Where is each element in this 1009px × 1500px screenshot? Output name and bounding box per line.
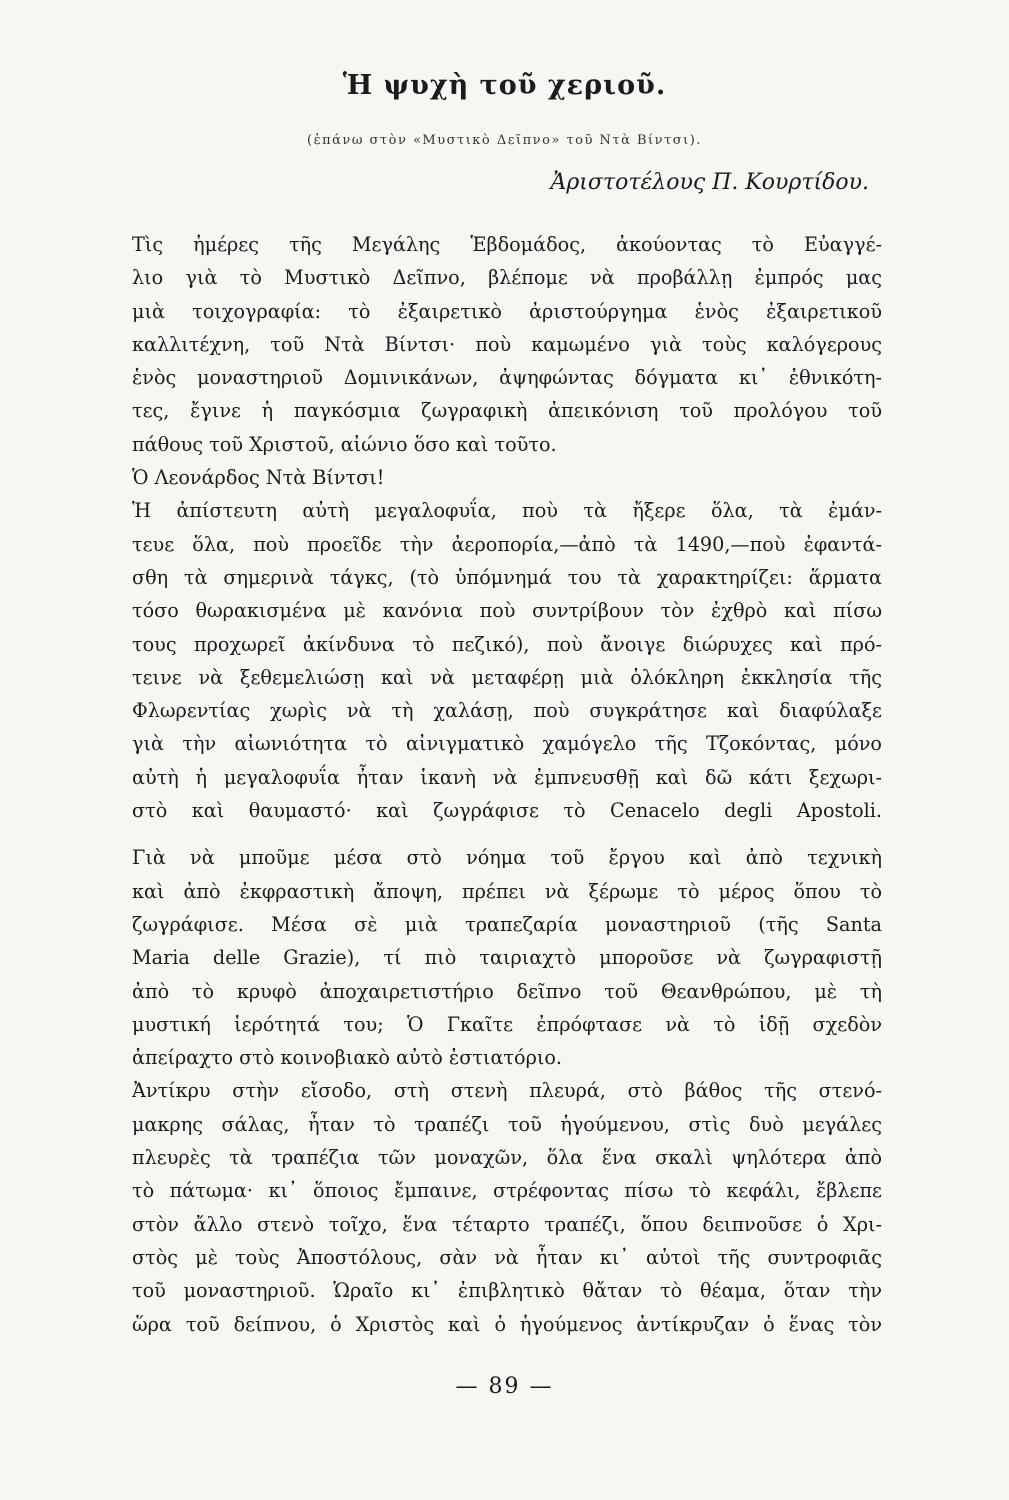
text-line: ἑνὸς μοναστηριοῦ Δομινικάνων, ἀψηφώντας δόγματα κι᾽ ἐθνικότη- (132, 366, 882, 390)
text-line: τεινε νὰ ξεθεμελιώσῃ καὶ νὰ μεταφέρῃ μιὰ ὁλόκληρη ἐκκλησία τῆς (132, 665, 882, 689)
text-line: μιὰ τοιχογραφία: τὸ ἐξαιρετικὸ ἀριστούργημα ἑνὸς ἐξαιρετικοῦ (132, 299, 882, 323)
text-line: Τὶς ἡμέρες τῆς Μεγάλης Ἑβδομάδος, ἀκούοντας τὸ Εὐαγγέ- (132, 233, 882, 256)
article-author: Ἀριστοτέλους Π. Κουρτίδου. (550, 170, 869, 195)
text-line: στὸ καὶ θαυμαστό· καὶ ζωγράφισε τὸ Cenacelo degli Apostoli. (132, 799, 882, 823)
text-line: τόσο θωρακισμένα μὲ κανόνια ποὺ συντρίβουν τὸν ἐχθρὸ καὶ πίσω (132, 599, 882, 623)
text-line: γιὰ τὴν αἰωνιότητα τὸ αἰνιγματικὸ χαμόγελο τῆς Τζοκόντας, μόνο (132, 732, 882, 756)
article-title: Ἡ ψυχὴ τοῦ χεριοῦ. (342, 70, 667, 101)
text-line: μυστική ἱερότητά του; Ὁ Γκαῖτε ἐπρόφτασε νὰ τὸ ἰδῇ σχεδὸν (132, 1012, 882, 1036)
text-line: Γιὰ νὰ μποῦμε μέσα στὸ νόημα τοῦ ἔργου καὶ ἀπὸ τεχνικὴ (132, 846, 882, 870)
text-line: λιο γιὰ τὸ Μυστικὸ Δεῖπνο, βλέπομε νὰ προβάλλῃ ἐμπρός μας (132, 266, 882, 290)
article-body (132, 228, 882, 1341)
text-line: στὸς μὲ τοὺς Ἀποστόλους, σὰν νὰ ἦταν κι᾽ αὐτοὶ τῆς συντροφιᾶς (132, 1245, 882, 1269)
text-line: Φλωρεντίας χωρὶς νὰ τὴ χαλάσῃ, ποὺ συγκράτησε καὶ διαφύλαξε (132, 699, 882, 723)
text-line: τες, ἔγινε ἡ παγκόσμια ζωγραφικὴ ἀπεικόνιση τοῦ προλόγου τοῦ (132, 399, 882, 423)
text-line: τὸ πάτωμα· κι᾽ ὅποιος ἔμπαινε, στρέφοντας πίσω τὸ κεφάλι, ἔβλεπε (132, 1179, 882, 1203)
text-line: ἀπὸ τὸ κρυφὸ ἀποχαιρετιστήριο δεῖπνο τοῦ Θεανθρώπου, μὲ τὴ (132, 979, 882, 1003)
text-line: ὥρα τοῦ δείπνου, ὁ Χριστὸς καὶ ὁ ἡγούμενος ἀντίκρυζαν ὁ ἕνας τὸν (132, 1312, 882, 1336)
text-line: πάθους τοῦ Χριστοῦ, αἰώνιο ὅσο καὶ τοῦτο. (132, 432, 557, 456)
text-line: στὸν ἄλλο στενὸ τοῖχο, ἕνα τέταρτο τραπέζι, ὅπου δειπνοῦσε ὁ Χρι- (132, 1212, 882, 1236)
text-line: Ἡ ἀπίστευτη αὐτὴ μεγαλοφυΐα, ποὺ τὰ ἤξερε ὅλα, τὰ ἐμάν- (132, 499, 882, 523)
text-line: Maria delle Grazie), τί πιὸ ταιριαχτὸ μποροῦσε νὰ ζωγραφιστῇ (132, 946, 882, 970)
text-line: αὐτὴ ἡ μεγαλοφυΐα ἦταν ἱκανὴ νὰ ἐμπνευσθῇ καὶ δῶ κάτι ξεχωρι- (132, 765, 882, 789)
text-line: Ἀντίκρυ στὴν εἴσοδο, στὴ στενὴ πλευρά, στὸ βάθος τῆς στενό- (132, 1079, 882, 1103)
text-line: τοῦ μοναστηριοῦ. Ὡραῖο κι᾽ ἐπιβλητικὸ θἄταν τὸ θέαμα, ὅταν τὴν (132, 1279, 882, 1303)
text-line: καλλιτέχνη, τοῦ Ντὰ Βίντσι· ποὺ καμωμένο γιὰ τοὺς καλόγερους (132, 332, 882, 356)
text-line: τευε ὅλα, ποὺ προεῖδε τὴν ἀεροπορία,—ἀπὸ τὰ 1490,—ποὺ ἐφαντά- (132, 532, 882, 556)
text-line: ἀπείραχτο στὸ κοινοβιακὸ αὐτὸ ἑστιατόριο. (132, 1046, 563, 1070)
text-line: Ὁ Λεονάρδος Ντὰ Βίντσι! (132, 466, 385, 490)
text-line: μακρης σάλας, ἦταν τὸ τραπέζι τοῦ ἡγούμενου, στὶς δυὸ μεγάλες (132, 1112, 882, 1136)
article-subtitle: (ἐπάνω στὸν «Μυστικὸ Δεῖπνο» τοῦ Ντὰ Βίντσι). (307, 133, 702, 148)
text-line: σθη τὰ σημερινὰ τάγκς, (τὸ ὑπόμνημά του τὰ χαρακτηρίζει: ἅρματα (132, 565, 882, 589)
text-line: τους προχωρεῖ ἀκίνδυνα τὸ πεζικό), ποὺ ἄνοιγε διώρυχες καὶ πρό- (132, 632, 882, 656)
text-line: πλευρὲς τὰ τραπέζια τῶν μοναχῶν, ὅλα ἕνα σκαλὶ ψηλότερα ἀπὸ (132, 1146, 882, 1170)
paragraph-gap (132, 827, 882, 841)
page-number: — 89 — (455, 1374, 554, 1399)
text-line: καὶ ἀπὸ ἐκφραστικὴ ἄποψη, πρέπει νὰ ξέρωμε τὸ μέρος ὅπου τὸ (132, 879, 882, 903)
text-line: ζωγράφισε. Μέσα σὲ μιὰ τραπεζαρία μοναστηριοῦ (τῆς Santa (132, 912, 882, 936)
